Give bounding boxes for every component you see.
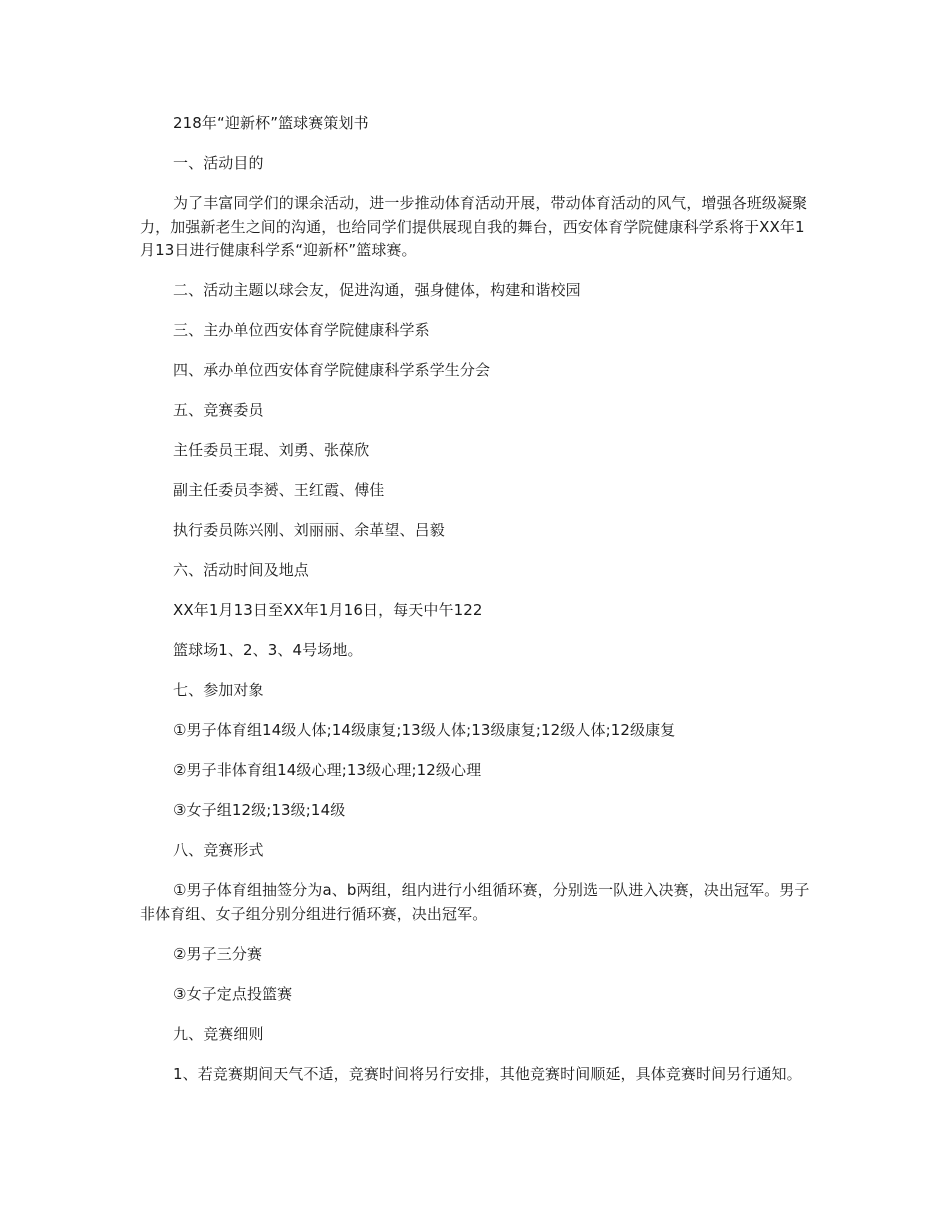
document-title: 218年“迎新杯”篮球赛策划书 — [173, 114, 369, 132]
paragraph-rule-1: 1、若竞赛期间天气不适，竞赛时间将另行安排，其他竞赛时间顺延，具体竞赛时间另行通知。 — [173, 1064, 802, 1083]
section-heading-committee: 五、竞赛委员 — [173, 401, 264, 419]
paragraph-organizer: 三、主办单位西安体育学院健康科学系 — [173, 321, 430, 339]
section-heading-rules: 九、竞赛细则 — [173, 1024, 264, 1043]
section-heading-format: 八、竞赛形式 — [173, 841, 264, 859]
paragraph-time: XX年1月13日至XX年1月16日，每天中午122 — [173, 601, 483, 619]
document-page — [140, 112, 812, 1103]
paragraph-executive: 执行委员陈兴刚、刘丽丽、余革望、吕毅 — [173, 521, 445, 539]
paragraph-vice-director: 副主任委员李赟、王红霞、傅佳 — [173, 481, 385, 499]
section-heading-participants: 七、参加对象 — [173, 681, 264, 699]
paragraph-three-point: ②男子三分赛 — [173, 944, 263, 963]
paragraph-men-sports-group: ①男子体育组14级人体;14级康复;13级人体;13级康复;12级人体;12级康复 — [173, 721, 676, 739]
paragraph-director: 主任委员王琨、刘勇、张葆欣 — [173, 441, 370, 459]
paragraph-host: 四、承办单位西安体育学院健康科学系学生分会 — [173, 361, 491, 379]
paragraph-purpose: 为了丰富同学们的课余活动，进一步推动体育活动开展，带动体育活动的风气，增强各班级凝聚力，加强新老生之间的沟通，也给同学们提供展现自我的舞台，西安体育学院健康科学系将于XX年1月13日进行健康科学系“迎新杯”篮球赛。 — [140, 194, 808, 259]
paragraph-shooting: ③女子定点投篮赛 — [173, 984, 293, 1003]
paragraph-theme: 二、活动主题以球会友，促进沟通，强身健体，构建和谐校园 — [173, 281, 581, 299]
paragraph-place: 篮球场1、2、3、4号场地。 — [173, 641, 363, 659]
section-heading-purpose: 一、活动目的 — [173, 154, 264, 172]
paragraph-format-groups: ①男子体育组抽签分为a、b两组，组内进行小组循环赛，分别选一队进入决赛，决出冠军。男子非体育组、女子组分别分组进行循环赛，决出冠军。 — [140, 881, 810, 923]
section-heading-time-place: 六、活动时间及地点 — [173, 561, 309, 579]
paragraph-men-non-sports-group: ②男子非体育组14级心理;13级心理;12级心理 — [173, 761, 482, 779]
paragraph-women-group: ③女子组12级;13级;14级 — [173, 801, 346, 819]
